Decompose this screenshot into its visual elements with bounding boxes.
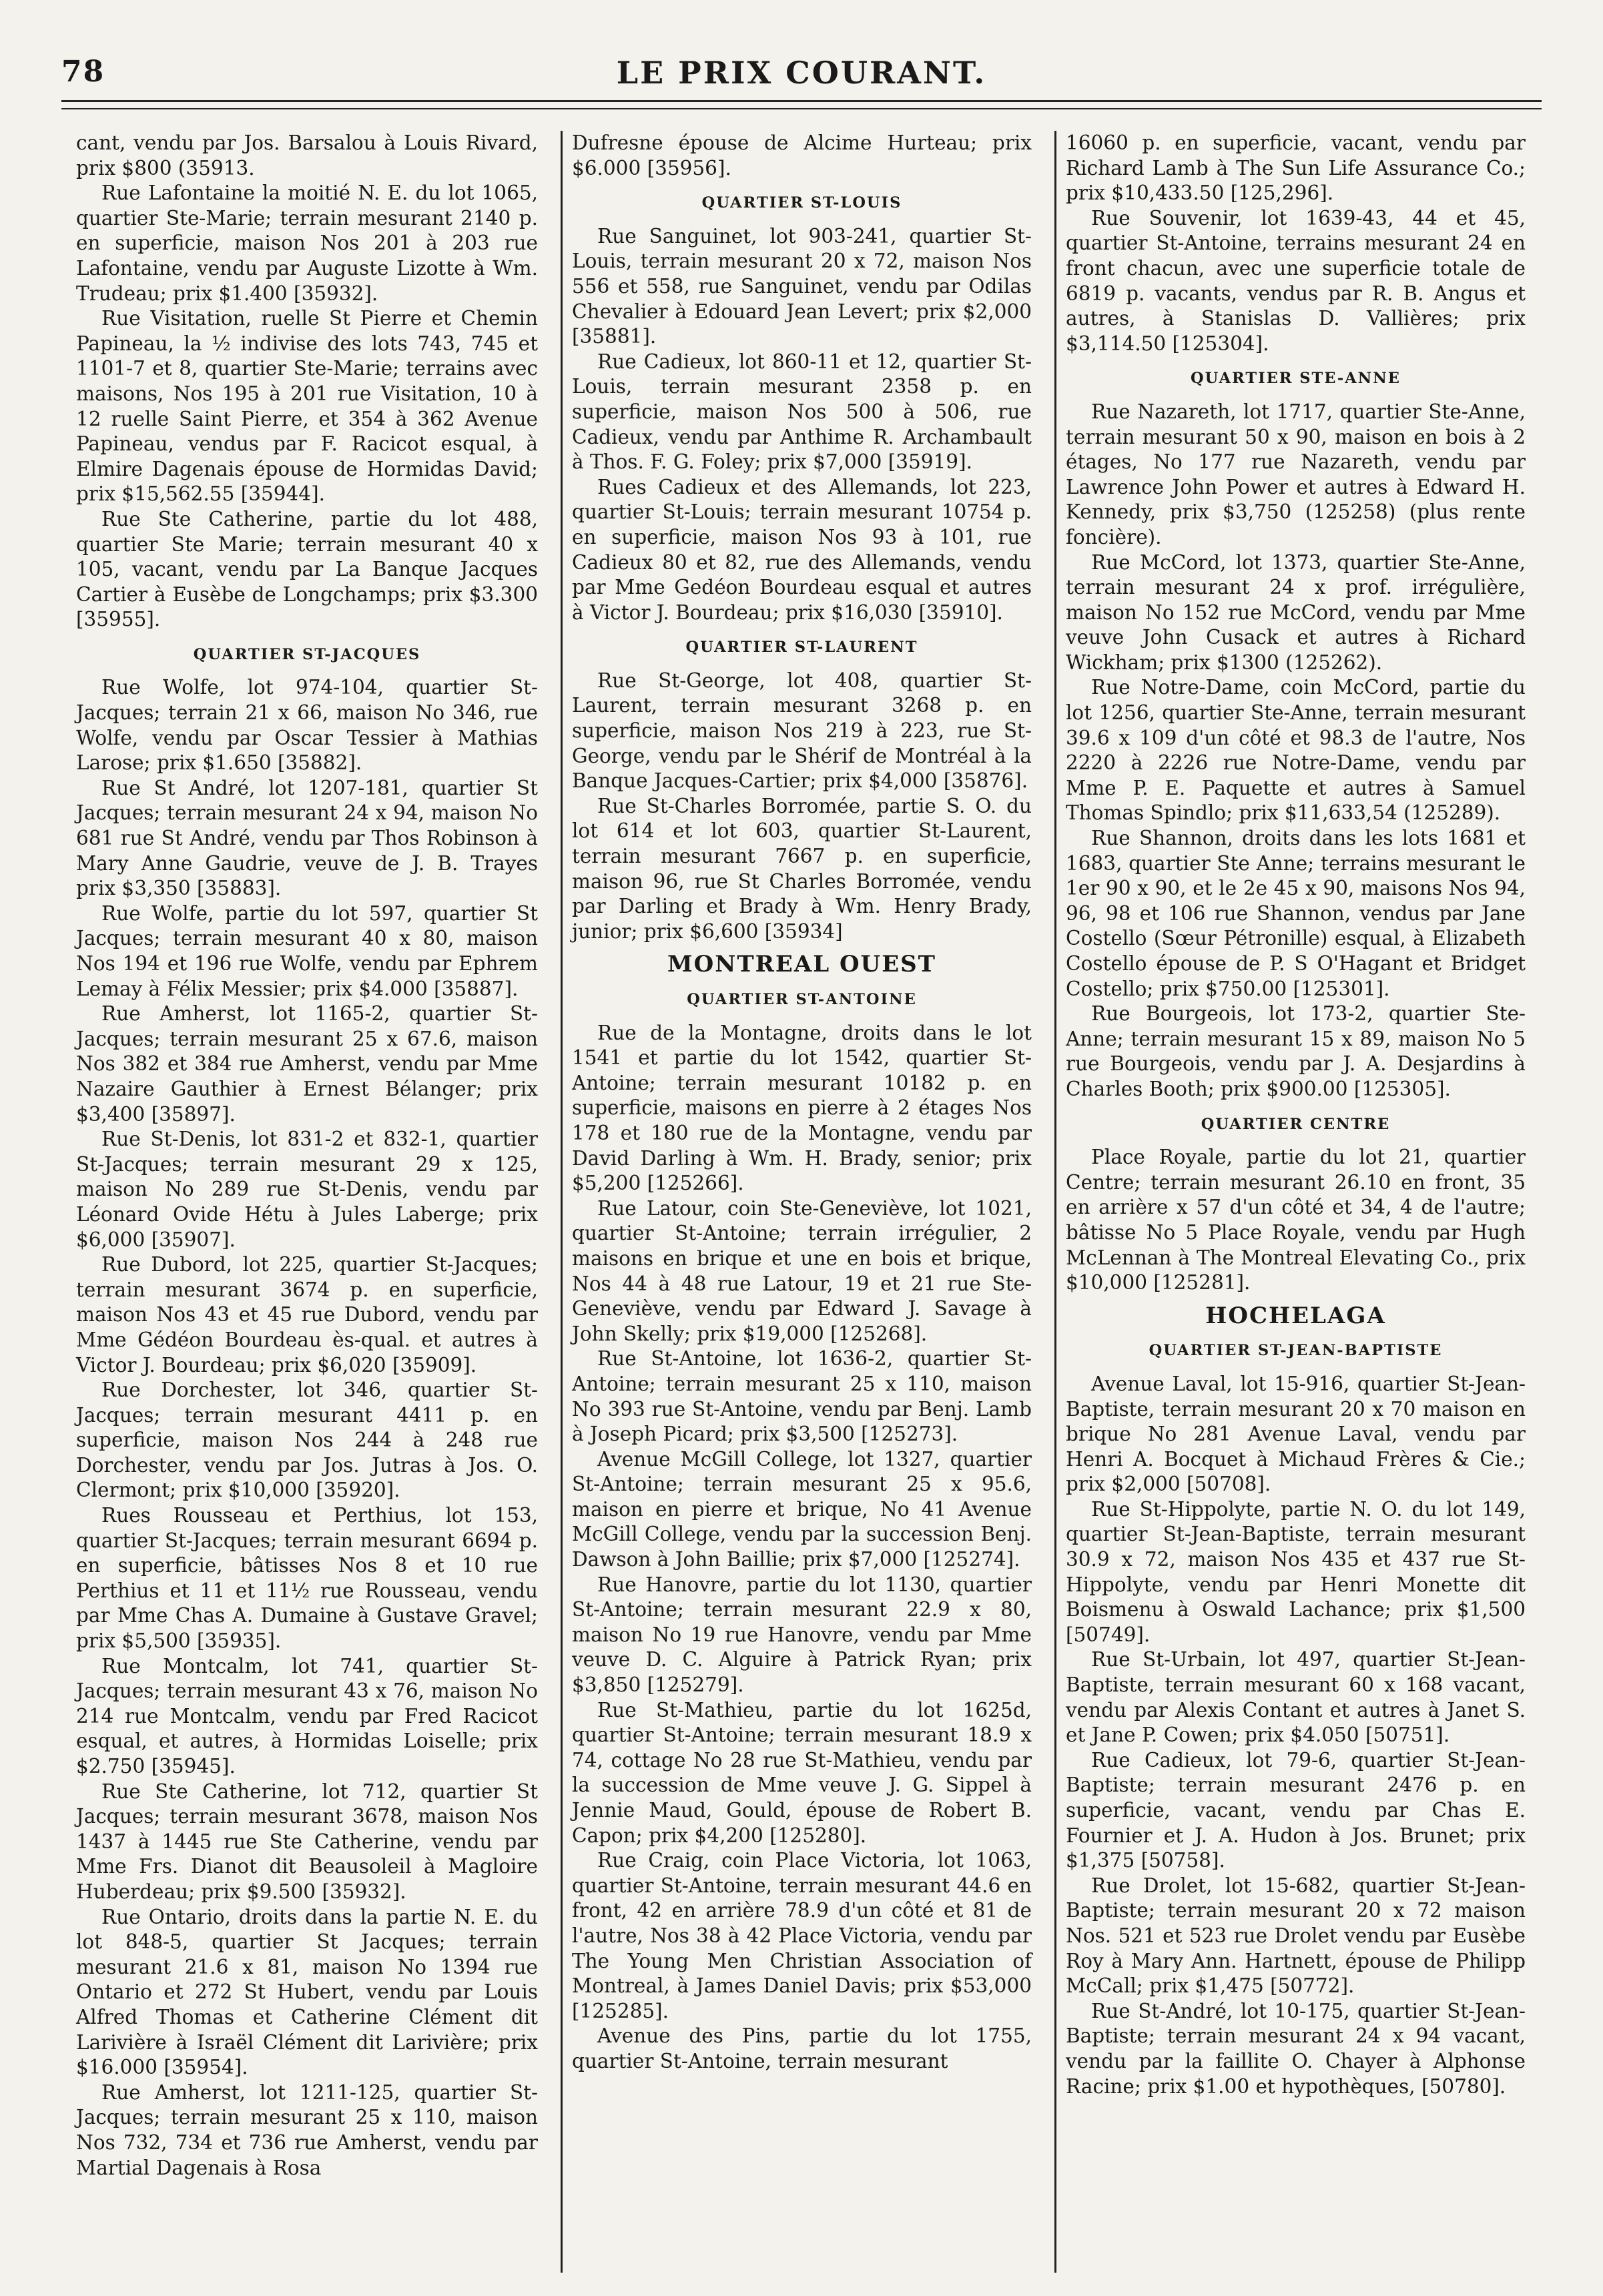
section-heading: QUARTIER CENTRE xyxy=(1201,1115,1391,1133)
page-number: 78 xyxy=(61,55,105,89)
sale-entry: Rue de la Montagne, droits dans le lot 1541 et partie du lot 1542, quartier St-Antoine; terrain mesurant 10182 p. en superficie, maisons en pierre à 2 étages Nos 178 et 180 rue de la Montagne, vendu par David Darling à Wm. H. Brady, senior; prix $5,200 [125266]. xyxy=(572,1021,1032,1195)
sale-entry: Rue McCord, lot 1373, quartier Ste-Anne, terrain mesurant 24 x prof. irrégulière, maison No 152 rue McCord, vendu par Mme veuve John Cusack et autres à Richard Wickham; prix $1300 (125262). xyxy=(1066,550,1526,674)
column-3 xyxy=(1054,131,1535,2273)
sale-entry: Rue St-André, lot 10-175, quartier St-Jean-Baptiste; terrain mesurant 24 x 94 vacant, vendu par la faillite O. Chayer à Alphonse Racine; prix $1.00 et hypothèques, [50780]. xyxy=(1066,1999,1526,2098)
sale-entry: Rues Cadieux et des Allemands, lot 223, quartier St-Louis; terrain mesurant 10754 p. en superficie, maison Nos 93 à 101, rue Cadieux 80 et 82, rue des Allemands, vendu par Mme Gedéon Bourdeau esqual et autres à Victor J. Bourdeau; prix $16,030 [35910]. xyxy=(572,475,1032,624)
text-columns xyxy=(67,131,1535,2273)
sale-entry: Rue Ste Catherine, lot 712, quartier St Jacques; terrain mesurant 3678, maison Nos 1437 à 1445 rue Ste Catherine, vendu par Mme Frs. Dianot dit Beausoleil à Magloire Huberdeau; prix $9.500 [35932]. xyxy=(76,1780,538,1903)
sale-entry: Rue St André, lot 1207-181, quartier St Jacques; terrain mesurant 24 x 94, maison No 681 rue St André, vendu par Thos Robinson à Mary Anne Gaudrie, veuve de J. B. Trayes prix $3,350 [35883]. xyxy=(76,776,538,900)
section-heading: QUARTIER ST-ANTOINE xyxy=(687,991,917,1008)
sale-entry: Rue Visitation, ruelle St Pierre et Chemin Papineau, la ½ indivise des lots 743, 745 et 1101-7 et 8, quartier Ste-Marie; terrains avec maisons, Nos 195 à 201 rue Visitation, 10 à 12 ruelle Saint Pierre, et 354 à 362 Avenue Papineau, vendus par F. Racicot esqual, à Elmire Dagenais épouse de Hormidas David; prix $15,562.55 [35944]. xyxy=(76,307,538,506)
column-1 xyxy=(67,131,547,2273)
sale-entry: Dufresne épouse de Alcime Hurteau; prix $6.000 [35956]. xyxy=(572,131,1032,179)
sale-entry: Rue Nazareth, lot 1717, quartier Ste-Anne, terrain mesurant 50 x 90, maison en bois à 2 étages, No 177 rue Nazareth, vendu par Lawrence John Power et autres à Edward H. Kennedy, prix $3,750 (125258) (plus rente foncière). xyxy=(1066,400,1526,548)
sale-entry: Rue Amherst, lot 1211-125, quartier St-Jacques; terrain mesurant 25 x 110, maison Nos 732, 734 et 736 rue Amherst, vendu par Martial Dagenais à Rosa xyxy=(76,2080,538,2179)
sale-entry: Place Royale, partie du lot 21, quartier Centre; terrain mesurant 26.10 en front, 35 en arrière x 57 d'un côté et 34, 4 de l'autre; bâtisse No 5 Place Royale, vendu par Hugh McLennan à The Montreal Elevating Co., prix $10,000 [125281]. xyxy=(1066,1146,1526,1294)
sale-entry: Rue St-George, lot 408, quartier St-Laurent, terrain mesurant 3268 p. en superficie, maison Nos 219 à 223, rue St-George, vendu par le Shérif de Montréal à la Banque Jacques-Cartier; prix $4,000 [35876]. xyxy=(572,669,1032,793)
sale-entry: Rue St-Antoine, lot 1636-2, quartier St-Antoine; terrain mesurant 25 x 110, maison No 393 rue St-Antoine, vendu par Benj. Lamb à Joseph Picard; prix $3,500 [125273]. xyxy=(572,1347,1032,1446)
section-heading: QUARTIER STE-ANNE xyxy=(1191,370,1401,388)
sale-entry: Rue Dubord, lot 225, quartier St-Jacques; terrain mesurant 3674 p. en superficie, maison Nos 43 et 45 rue Dubord, vendu par Mme Gédéon Bourdeau ès-qual. et autres à Victor J. Bourdeau; prix $6,020 [35909]. xyxy=(76,1253,538,1377)
sale-entry: Rue Craig, coin Place Victoria, lot 1063, quartier St-Antoine, terrain mesurant 44.6 en front, 42 en arrière 78.9 d'un côté et 81 de l'autre, Nos 38 à 42 Place Victoria, vendu par The Young Men Christian Association of Montreal, à James Daniel Davis; prix $53,000 [125285]. xyxy=(572,1849,1032,2022)
header-rule xyxy=(61,100,1542,102)
sale-entry: Avenue Laval, lot 15-916, quartier St-Jean-Baptiste, terrain mesurant 20 x 70 maison en brique No 281 Avenue Laval, vendu par Henri A. Bocquet à Michaud Frères & Cie.; prix $2,000 [50708]. xyxy=(1066,1372,1526,1496)
sale-entry: Rues Rousseau et Perthius, lot 153, quartier St-Jacques; terrain mesurant 6694 p. en superficie, bâtisses Nos 8 et 10 rue Perthius et 11 et 11½ rue Rousseau, vendu par Mme Chas A. Dumaine à Gustave Gravel; prix $5,500 [35935]. xyxy=(76,1504,538,1653)
page-title: LE PRIX COURANT. xyxy=(616,55,987,91)
sale-entry: Rue Latour, coin Ste-Geneviève, lot 1021, quartier St-Antoine; terrain irrégulier, 2 maisons en brique et une en bois et brique, Nos 44 à 48 rue Latour, 19 et 21 rue Ste-Geneviève, vendu par Edward J. Savage à John Skelly; prix $19,000 [125268]. xyxy=(572,1196,1032,1345)
sale-entry: Rue Drolet, lot 15-682, quartier St-Jean-Baptiste; terrain mesurant 20 x 72 maison Nos. 521 et 523 rue Drolet vendu par Eusèbe Roy à Mary Ann. Hartnett, épouse de Philipp McCall; prix $1,475 [50772]. xyxy=(1066,1874,1526,1998)
section-heading: QUARTIER ST-LOUIS xyxy=(701,194,902,212)
sale-entry: Rue Cadieux, lot 79-6, quartier St-Jean-Baptiste; terrain mesurant 2476 p. en superficie, vacant, vendu par Chas E. Fournier et J. A. Hudon à Jos. Brunet; prix $1,375 [50758]. xyxy=(1066,1748,1526,1872)
sale-entry: Rue Notre-Dame, coin McCord, partie du lot 1256, quartier Ste-Anne, terrain mesurant 39.6 x 109 d'un côté et 98.3 de l'autre, Nos 2220 à 2226 rue Notre-Dame, vendu par Mme P. E. Paquette et autres à Samuel Thomas Spindlo; prix $11,633,54 (125289). xyxy=(1066,676,1526,825)
sale-entry: cant, vendu par Jos. Barsalou à Louis Rivard, prix $800 (35913. xyxy=(76,131,538,179)
column-2 xyxy=(561,131,1041,2273)
sale-entry: Rue Ste Catherine, partie du lot 488, quartier Ste Marie; terrain mesurant 40 x 105, vacant, vendu par La Banque Jacques Cartier à Eusèbe de Longchamps; prix $3.300 [35955]. xyxy=(76,507,538,631)
section-heading: QUARTIER ST-JACQUES xyxy=(193,645,421,663)
sale-entry: Rue St-Denis, lot 831-2 et 832-1, quartier St-Jacques; terrain mesurant 29 x 125, maison No 289 rue St-Denis, vendu par Léonard Ovide Hétu à Jules Laberge; prix $6,000 [35907]. xyxy=(76,1128,538,1251)
district-heading: MONTREAL OUEST xyxy=(667,951,936,978)
sale-entry: Avenue des Pins, partie du lot 1755, quartier St-Antoine, terrain mesurant xyxy=(572,2024,1032,2072)
sale-entry: Rue St-Hippolyte, partie N. O. du lot 149, quartier St-Jean-Baptiste, terrain mesurant 30.9 x 72, maison Nos 435 et 437 rue St-Hippolyte, vendu par Henri Monette dit Boismenu à Oswald Lachance; prix $1,500 [50749]. xyxy=(1066,1497,1526,1646)
sale-entry: Rue St-Charles Borromée, partie S. O. du lot 614 et lot 603, quartier St-Laurent, terrain mesurant 7667 p. en superficie, maison 96, rue St Charles Borromée, vendu par Darling et Brady à Wm. Henry Brady, junior; prix $6,600 [35934] xyxy=(572,794,1032,943)
sale-entry: Rue Ontario, droits dans la partie N. E. du lot 848-5, quartier St Jacques; terrain mesurant 21.6 x 81, maison No 1394 rue Ontario et 272 St Hubert, vendu par Louis Alfred Thomas et Catherine Clément dit Larivière à Israël Clément dit Larivière; prix $16.000 [35954]. xyxy=(76,1905,538,2079)
sale-entry: Rue Lafontaine la moitié N. E. du lot 1065, quartier Ste-Marie; terrain mesurant 2140 p. en superficie, maison Nos 201 à 203 rue Lafontaine, vendu par Auguste Lizotte à Wm. Trudeau; prix $1.400 [35932]. xyxy=(76,181,538,305)
sale-entry: Rue St-Urbain, lot 497, quartier St-Jean-Baptiste, terrain mesurant 60 x 168 vacant, vendu par Alexis Contant et autres à Janet S. et Jane P. Cowen; prix $4.050 [50751]. xyxy=(1066,1648,1526,1747)
district-heading: HOCHELAGA xyxy=(1205,1302,1386,1329)
sale-entry: Rue Dorchester, lot 346, quartier St-Jacques; terrain mesurant 4411 p. en superficie, maison Nos 244 à 248 rue Dorchester, vendu par Jos. Jutras à Jos. O. Clermont; prix $10,000 [35920]. xyxy=(76,1379,538,1502)
section-heading: QUARTIER ST-LAURENT xyxy=(685,639,918,657)
sale-entry: Rue Amherst, lot 1165-2, quartier St-Jacques; terrain mesurant 25 x 67.6, maison Nos 382 et 384 rue Amherst, vendu par Mme Nazaire Gauthier à Ernest Bélanger; prix $3,400 [35897]. xyxy=(76,1002,538,1126)
sale-entry: Rue Sanguinet, lot 903-241, quartier St-Louis, terrain mesurant 20 x 72, maison Nos 556 et 558, rue Sanguinet, vendu par Odilas Chevalier à Edouard Jean Levert; prix $2,000 [35881]. xyxy=(572,224,1032,348)
sale-entry: Rue Wolfe, lot 974-104, quartier St-Jacques; terrain 21 x 66, maison No 346, rue Wolfe, vendu par Oscar Tessier à Mathias Larose; prix $1.650 [35882]. xyxy=(76,676,538,775)
sale-entry: Rue Wolfe, partie du lot 597, quartier St Jacques; terrain mesurant 40 x 80, maison Nos 194 et 196 rue Wolfe, vendu par Ephrem Lemay à Félix Messier; prix $4.000 [35887]. xyxy=(76,901,538,1000)
sale-entry: Rue Souvenir, lot 1639-43, 44 et 45, quartier St-Antoine, terrains mesurant 24 en front chacun, avec une superficie totale de 6819 p. vacants, vendus par R. B. Angus et autres, à Stanislas D. Vallières; prix $3,114.50 [125304]. xyxy=(1066,206,1526,355)
sale-entry: Avenue McGill College, lot 1327, quartier St-Antoine; terrain mesurant 25 x 95.6, maison en pierre et brique, No 41 Avenue McGill College, vendu par la succession Benj. Dawson à John Baillie; prix $7,000 [125274]. xyxy=(572,1447,1032,1571)
sale-entry: 16060 p. en superficie, vacant, vendu par Richard Lamb à The Sun Life Assurance Co.; prix $10,433.50 [125,296]. xyxy=(1066,131,1526,205)
sale-entry: Rue Bourgeois, lot 173-2, quartier Ste-Anne; terrain mesurant 15 x 89, maison No 5 rue Bourgeois, vendu par J. A. Desjardins à Charles Booth; prix $900.00 [125305]. xyxy=(1066,1002,1526,1100)
header-rule-thin xyxy=(61,108,1542,109)
sale-entry: Rue Cadieux, lot 860-11 et 12, quartier St-Louis, terrain mesurant 2358 p. en superficie, maison Nos 500 à 506, rue Cadieux, vendu par Anthime R. Archambault à Thos. F. G. Foley; prix $7,000 [35919]. xyxy=(572,350,1032,474)
section-heading: QUARTIER ST-JEAN-BAPTISTE xyxy=(1149,1342,1443,1360)
sale-entry: Rue Shannon, droits dans les lots 1681 et 1683, quartier Ste Anne; terrains mesurant le 1er 90 x 90, et le 2e 45 x 90, maisons Nos 94, 96, 98 et 106 rue Shannon, vendus par Jane Costello (Sœur Pétronille) esqual, à Elizabeth Costello épouse de P. S O'Hagant et Bridget Costello; prix $750.00 [125301]. xyxy=(1066,827,1526,1000)
sale-entry: Rue Hanovre, partie du lot 1130, quartier St-Antoine; terrain mesurant 22.9 x 80, maison No 19 rue Hanovre, vendu par Mme veuve D. C. Alguire à Patrick Ryan; prix $3,850 [125279]. xyxy=(572,1573,1032,1697)
sale-entry: Rue Montcalm, lot 741, quartier St-Jacques; terrain mesurant 43 x 76, maison No 214 rue Montcalm, vendu par Fred Racicot esqual, et autres, à Hormidas Loiselle; prix $2.750 [35945]. xyxy=(76,1654,538,1778)
sale-entry: Rue St-Mathieu, partie du lot 1625d, quartier St-Antoine; terrain mesurant 18.9 x 74, cottage No 28 rue St-Mathieu, vendu par la succession de Mme veuve J. G. Sippel à Jennie Maud, Gould, épouse de Robert B. Capon; prix $4,200 [125280]. xyxy=(572,1698,1032,1847)
